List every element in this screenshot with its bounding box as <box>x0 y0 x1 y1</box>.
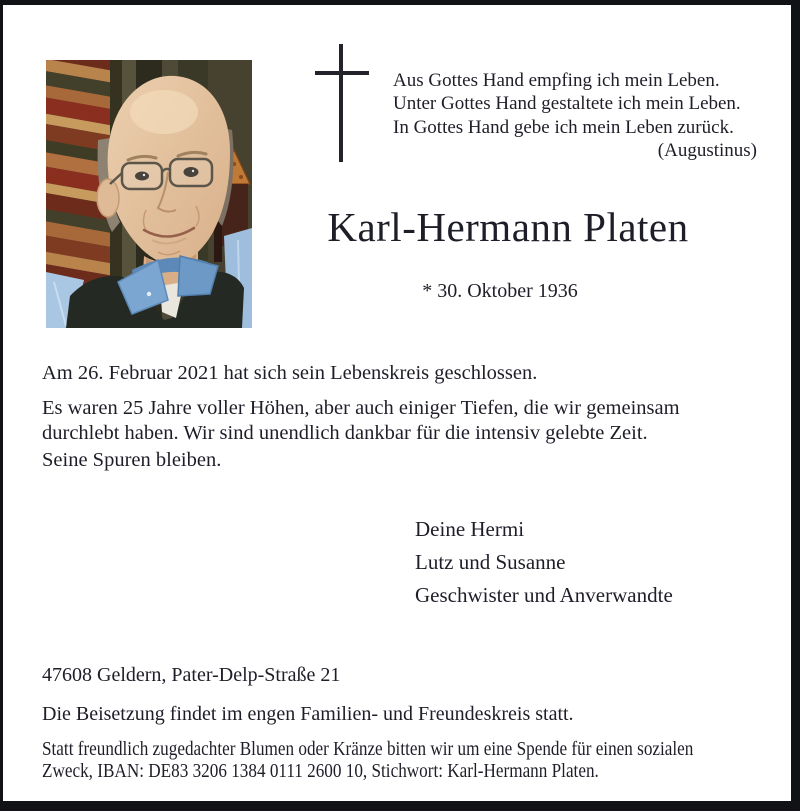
cross-icon <box>315 44 371 162</box>
cross-horizontal-bar <box>315 71 369 75</box>
memorial-verse <box>393 69 757 163</box>
tribute-paragraph: Es waren 25 Jahre voller Höhen, aber auch einiger Tiefen, die wir gemeinsam durchlebt haben. Wir sind unendlich dankbar für die intensiv gelebte Zeit. <box>42 397 680 444</box>
donation-line: Statt freundlich zugedachter Blumen oder Kränze bitten wir um eine Spende für einen sozialen <box>42 739 694 760</box>
verse-line: Unter Gottes Hand gestaltete ich mein Leben. <box>393 93 741 115</box>
deceased-name: Karl-Hermann Platen <box>327 204 689 250</box>
birth-date: * 30. Oktober 1936 <box>422 280 578 302</box>
mourner-line: Geschwister und Anverwandte <box>415 583 673 607</box>
mourners-list <box>415 513 673 612</box>
death-announcement: Am 26. Februar 2021 hat sich sein Lebenskreis geschlossen. <box>42 362 538 384</box>
verse-line: In Gottes Hand gebe ich mein Leben zurück. <box>393 116 734 138</box>
closing-line: Seine Spuren bleiben. <box>42 449 222 471</box>
address-line: 47608 Geldern, Pater-Delp-Straße 21 <box>42 664 341 686</box>
verse-attribution: (Augustinus) <box>657 140 757 162</box>
donation-line: Zweck, IBAN: DE83 3206 1384 0111 2600 10, Stichwort: Karl-Hermann Platen. <box>42 761 599 782</box>
verse-line: Aus Gottes Hand empfing ich mein Leben. <box>393 70 720 91</box>
cross-vertical-bar <box>339 44 343 162</box>
funeral-note: Die Beisetzung findet im engen Familien- und Freundeskreis statt. <box>42 703 574 725</box>
donation-note <box>42 739 693 783</box>
mourner-line: Lutz und Susanne <box>415 550 566 574</box>
mourner-line: Deine Hermi <box>415 517 525 541</box>
